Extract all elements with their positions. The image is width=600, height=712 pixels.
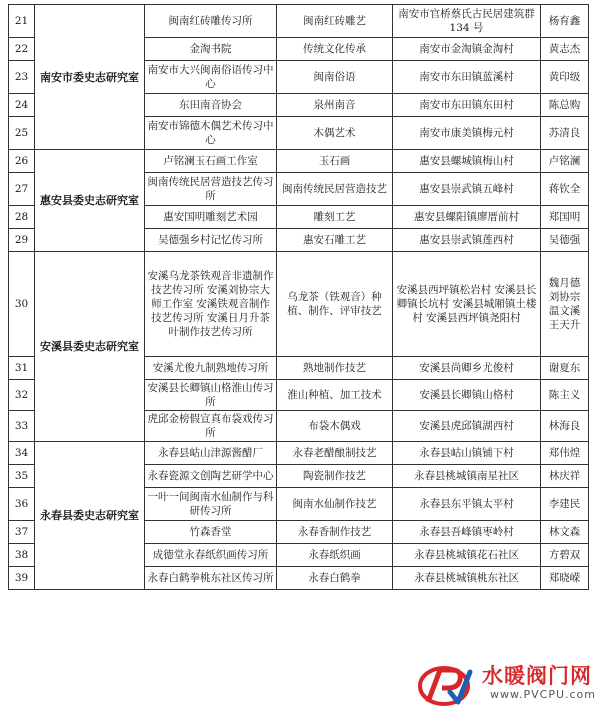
row-number: 25 bbox=[9, 117, 35, 150]
project-cell: 惠安国明雕刻艺术园 bbox=[145, 206, 277, 229]
row-number: 36 bbox=[9, 488, 35, 521]
item-cell: 乌龙茶（铁观音）种植、制作、评审技艺 bbox=[277, 252, 393, 357]
project-cell: 安溪尤俊九制熟地传习所 bbox=[145, 357, 277, 380]
address-cell: 惠安县螺城镇梅山村 bbox=[393, 150, 541, 173]
row-number: 32 bbox=[9, 380, 35, 411]
row-number: 27 bbox=[9, 173, 35, 206]
row-number: 21 bbox=[9, 5, 35, 38]
item-cell: 闽南红砖雕艺 bbox=[277, 5, 393, 38]
table-row bbox=[9, 5, 589, 38]
row-number: 38 bbox=[9, 544, 35, 567]
heritage-table bbox=[8, 4, 589, 590]
watermark-site-name: 水暖阀门网 bbox=[482, 664, 592, 688]
person-cell: 黄印级 bbox=[541, 61, 589, 94]
project-cell: 南安市大兴闽南俗语传习中心 bbox=[145, 61, 277, 94]
address-cell: 南安市金淘镇金淘村 bbox=[393, 38, 541, 61]
address-cell: 安溪县虎邱镇湖西村 bbox=[393, 411, 541, 442]
person-cell: 谢夏东 bbox=[541, 357, 589, 380]
person-cell: 方碧双 bbox=[541, 544, 589, 567]
person-cell: 郑晓嵘 bbox=[541, 567, 589, 590]
row-number: 28 bbox=[9, 206, 35, 229]
row-number: 31 bbox=[9, 357, 35, 380]
item-cell: 闽南水仙制作技艺 bbox=[277, 488, 393, 521]
item-cell: 闽南传统民居营造技艺 bbox=[277, 173, 393, 206]
document-page bbox=[8, 4, 588, 590]
address-cell: 永春县岵山镇铺下村 bbox=[393, 442, 541, 465]
row-number: 39 bbox=[9, 567, 35, 590]
item-cell: 永春香制作技艺 bbox=[277, 521, 393, 544]
row-number: 34 bbox=[9, 442, 35, 465]
project-cell: 吴德强乡村记忆传习所 bbox=[145, 229, 277, 252]
row-number: 26 bbox=[9, 150, 35, 173]
project-cell: 成德堂永春纸织画传习所 bbox=[145, 544, 277, 567]
unit-cell-anxi: 安溪县委史志研究室 bbox=[35, 252, 145, 442]
pv-logo-icon bbox=[418, 662, 474, 708]
item-cell: 陶瓷制作技艺 bbox=[277, 465, 393, 488]
person-cell: 卢铭澜 bbox=[541, 150, 589, 173]
person-cell: 郑国明 bbox=[541, 206, 589, 229]
address-cell: 安溪县长卿镇山格村 bbox=[393, 380, 541, 411]
address-cell: 永春县东平镇太平村 bbox=[393, 488, 541, 521]
person-cell: 林庆祥 bbox=[541, 465, 589, 488]
person-cell: 林海良 bbox=[541, 411, 589, 442]
person-cell: 苏清良 bbox=[541, 117, 589, 150]
table-row bbox=[9, 150, 589, 173]
item-cell: 布袋木偶戏 bbox=[277, 411, 393, 442]
unit-cell-yongchun: 永春县委史志研究室 bbox=[35, 442, 145, 590]
project-cell: 一叶一间闽南水仙制作与科研传习所 bbox=[145, 488, 277, 521]
address-cell: 惠安县崇武镇莲西村 bbox=[393, 229, 541, 252]
table-row bbox=[9, 252, 589, 357]
unit-cell-huian: 惠安县委史志研究室 bbox=[35, 150, 145, 252]
item-cell: 淮山种植、加工技术 bbox=[277, 380, 393, 411]
item-cell: 木偶艺术 bbox=[277, 117, 393, 150]
address-cell: 南安市官桥蔡氏古民居建筑群 134 号 bbox=[393, 5, 541, 38]
item-cell: 雕刻工艺 bbox=[277, 206, 393, 229]
address-cell: 南安市东田镇蓝溪村 bbox=[393, 61, 541, 94]
address-cell: 永春县桃城镇南星社区 bbox=[393, 465, 541, 488]
item-cell: 永春纸织画 bbox=[277, 544, 393, 567]
project-cell: 竹森香堂 bbox=[145, 521, 277, 544]
person-cell: 林文森 bbox=[541, 521, 589, 544]
item-cell: 惠安石雕工艺 bbox=[277, 229, 393, 252]
item-cell: 传统文化传承 bbox=[277, 38, 393, 61]
item-cell: 永春老醋酿制技艺 bbox=[277, 442, 393, 465]
project-cell: 卢铭澜玉石画工作室 bbox=[145, 150, 277, 173]
item-cell: 永春白鹤拳 bbox=[277, 567, 393, 590]
project-cell: 安溪县长卿镇山格淮山传习所 bbox=[145, 380, 277, 411]
address-cell: 永春县桃城镇桃东社区 bbox=[393, 567, 541, 590]
item-cell: 泉州南音 bbox=[277, 94, 393, 117]
row-number: 29 bbox=[9, 229, 35, 252]
project-cell: 东田南音协会 bbox=[145, 94, 277, 117]
project-cell: 永春瓷源文创陶艺研学中心 bbox=[145, 465, 277, 488]
person-cell: 蒋钦全 bbox=[541, 173, 589, 206]
row-number: 22 bbox=[9, 38, 35, 61]
row-number: 23 bbox=[9, 61, 35, 94]
address-cell: 南安市东田镇东田村 bbox=[393, 94, 541, 117]
address-cell: 惠安县崇武镇五峰村 bbox=[393, 173, 541, 206]
person-cell: 陈总购 bbox=[541, 94, 589, 117]
project-cell: 闽南红砖雕传习所 bbox=[145, 5, 277, 38]
person-cell: 吴德强 bbox=[541, 229, 589, 252]
address-cell: 永春县吾峰镇枣岭村 bbox=[393, 521, 541, 544]
person-cell: 陈主义 bbox=[541, 380, 589, 411]
row-number: 35 bbox=[9, 465, 35, 488]
project-cell: 金淘书院 bbox=[145, 38, 277, 61]
address-cell: 安溪县尚卿乡尤俊村 bbox=[393, 357, 541, 380]
item-cell: 玉石画 bbox=[277, 150, 393, 173]
project-cell: 永春白鹤拳桃东社区传习所 bbox=[145, 567, 277, 590]
table-row bbox=[9, 442, 589, 465]
row-number: 24 bbox=[9, 94, 35, 117]
project-cell: 永春县岵山津源酱醋厂 bbox=[145, 442, 277, 465]
watermark-url[interactable]: www.PVCPU.com bbox=[490, 688, 596, 701]
address-cell: 安溪县西坪镇松岩村 安溪县长卿镇长坑村 安溪县城厢镇土楼村 安溪县西坪镇尧阳村 bbox=[393, 252, 541, 357]
project-cell: 南安市锦德木偶艺术传习中心 bbox=[145, 117, 277, 150]
person-cell: 郑伟煌 bbox=[541, 442, 589, 465]
unit-cell-nanan: 南安市委史志研究室 bbox=[35, 5, 145, 150]
row-number: 37 bbox=[9, 521, 35, 544]
address-cell: 南安市康美镇梅元村 bbox=[393, 117, 541, 150]
project-cell: 闽南传统民居营造技艺传习所 bbox=[145, 173, 277, 206]
item-cell: 熟地制作技艺 bbox=[277, 357, 393, 380]
project-cell: 安溪乌龙茶铁观音非遗制作技艺传习所 安溪刘协宗大师工作室 安溪铁观音制作技艺传习所 安溪日月升茶叶制作技艺传习所 bbox=[145, 252, 277, 357]
item-cell: 闽南俗语 bbox=[277, 61, 393, 94]
person-cell: 李建民 bbox=[541, 488, 589, 521]
address-cell: 永春县桃城镇花石社区 bbox=[393, 544, 541, 567]
row-number: 33 bbox=[9, 411, 35, 442]
address-cell: 惠安县螺阳镇廖厝前村 bbox=[393, 206, 541, 229]
watermark-logo bbox=[418, 660, 600, 710]
person-cell: 黄志杰 bbox=[541, 38, 589, 61]
person-cell: 杨育鑫 bbox=[541, 5, 589, 38]
row-number: 30 bbox=[9, 252, 35, 357]
person-cell: 魏月德 刘协宗 温文溪 王天升 bbox=[541, 252, 589, 357]
project-cell: 虎邱金榜假宣真布袋戏传习所 bbox=[145, 411, 277, 442]
